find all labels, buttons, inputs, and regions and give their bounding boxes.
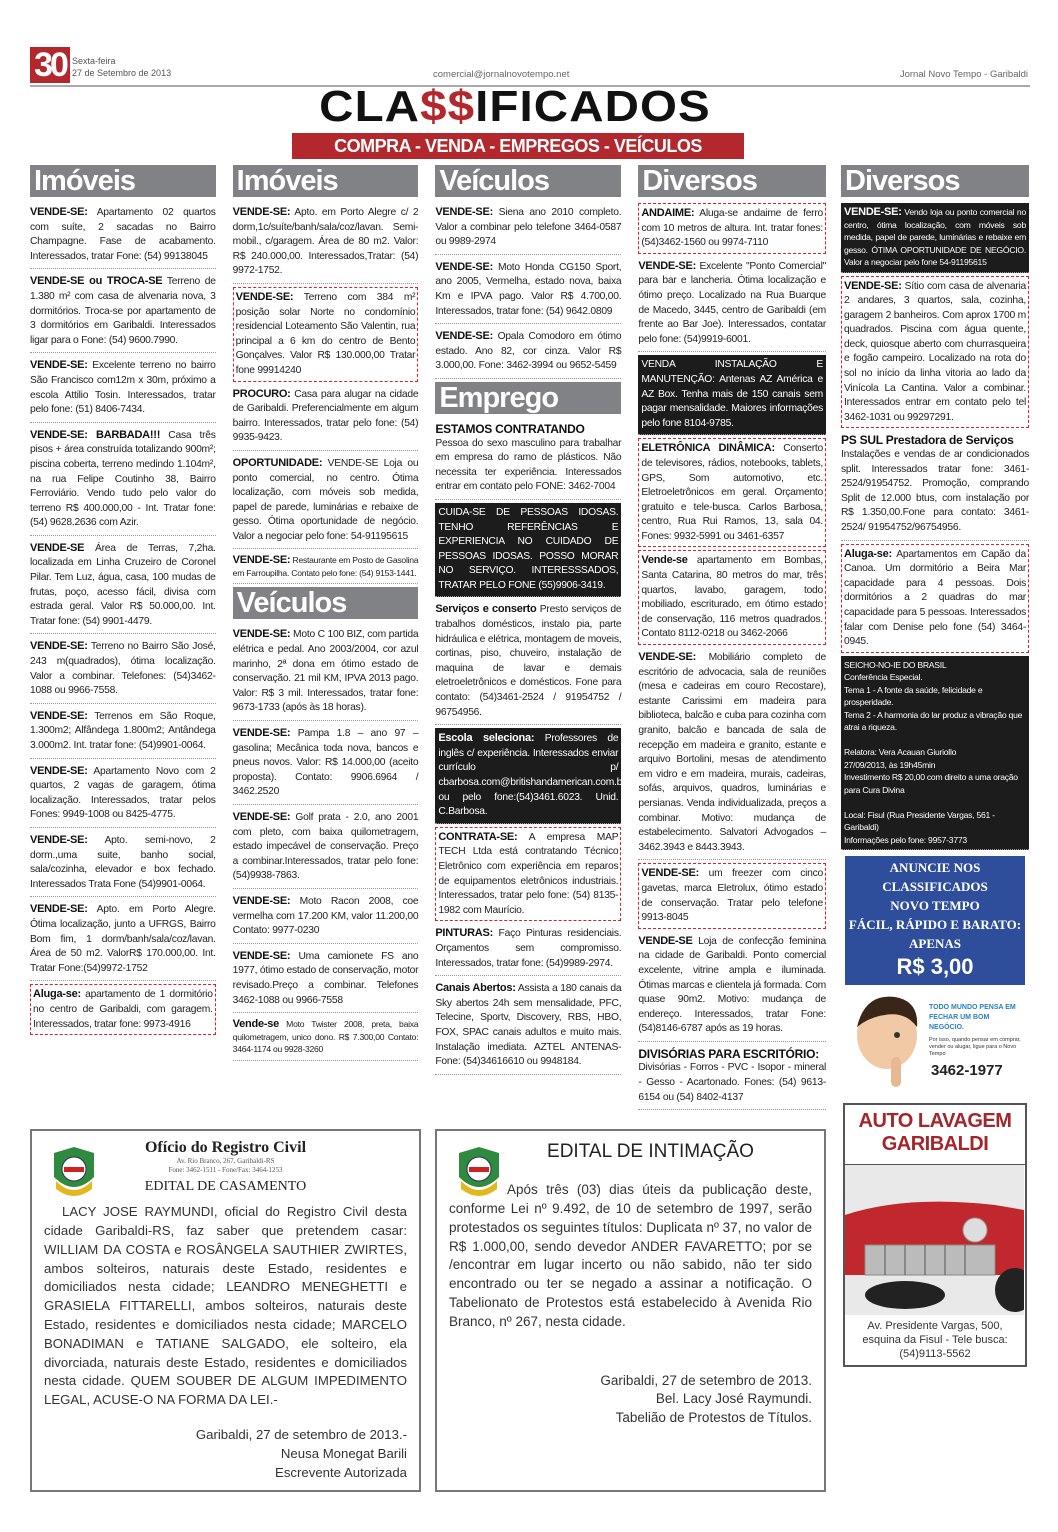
red-car-photo-icon	[845, 1165, 1024, 1315]
ad-text: Pessoa do sexo masculino para trabalhar em empresa do ramo de plásticos. Não necessita ter experiência. Interessados entrar em contato pelo FONE: 3462-7004	[435, 437, 622, 493]
ad-lead: VENDE-SE:	[235, 290, 294, 303]
classified-ad	[233, 947, 419, 1013]
ad-lead: VENDE-SE: BARBADA!!!	[30, 428, 161, 441]
ad-text: Excelente terreno no bairro São Francisco com12m x 30m, próximo a escola Attilio Tosin. Interessados, tratar pelo fone: (51) 8406-7434.	[30, 360, 216, 416]
signature-title: Tabelião de Protestos de Títulos.	[615, 1410, 812, 1426]
classified-ad	[638, 648, 826, 860]
ad-lead: Escola seleciona:	[438, 732, 535, 745]
ad-text: Divisórias - Forros - PVC - Isopor - mineral - Gesso - Acartonado. Fones: (54) 9613-6154 ou (54) 8402-4137	[638, 1062, 827, 1103]
classified-ad	[638, 257, 826, 353]
classified-ad	[435, 327, 621, 379]
child-photo-icon	[845, 987, 925, 1095]
edital-body: Após três (03) dias úteis da publicação deste, conforme Lei nº 9.492, de 10 de setembro de 1997, serão protestados os seguintes títulos: Duplicata nº 37, no valor de R$ 1.000,00, sendo devedor ANDER FAVARETTO; por se /encontrar em lugar incerto ou não sabido, não ter sido encontrado ou ter se negado a assinar a notificação. O Tabelionato de Protestos está estabelecido à Avenida Rio Branco, nº 267, nesta cidade.	[449, 1182, 812, 1329]
ad-text: Terreno com 384 m² posição solar Norte no condomínio residencial Loteamento São Valentin, rua principal a 6 km do centro de Bento Gonçalves. Valor R$ 130.000,00 Tratar fone 99914240	[235, 291, 416, 376]
ad-text: Uma camionete FS ano 1977, ótimo estado de conservação, motor revisado.Preço a combinar. Telefones 3462-1088 ou 9966-7558	[232, 950, 419, 1006]
rs-coat-of-arms-icon	[455, 1143, 503, 1203]
title-part: CLA	[319, 82, 421, 131]
classified-ad	[30, 356, 216, 422]
ad-text: Presto serviços de trabalhos domésticos, instalo pia, parte hidráulica e elétrica, montagem de moveis, cortinas, piso, chuveiro, instalação de maquina de lavar e demais eletroeletrônicos e domésticos. Fone para contato: (54)3461-2524 / 91954752 / 96754956.	[435, 604, 622, 718]
ad-lead: CONTRATA-SE:	[438, 830, 518, 843]
ad-text: Opala Comodoro em ótimo estado. Ano 82, cor cinza. Valor R$ 3.000,00. Fone: 3462-3994 ou 9652-5459	[435, 331, 622, 372]
column-2	[233, 165, 419, 1064]
classified-ad	[435, 979, 621, 1075]
classified-ad	[233, 892, 419, 944]
ad-text: Apto. em Porto Alegre c/ 2 dorm,1c/suíte/banh/sala/coz/lavan. Semi-mobil., c/garagem. Área de 80 m2. Valor: R$ 240.000,00. Interessados,Tratar: (54) 9972-1752.	[232, 207, 419, 277]
ad-text: Aluga-se andaime de ferro com 10 metros de altura. Int. tratar fones: (54)3462-1560 ou 9974-7110	[641, 208, 824, 249]
ad-lead: VENDE-SE:	[232, 554, 291, 567]
ad-lead: PINTURAS:	[435, 927, 493, 940]
promo-line: APENAS	[908, 936, 961, 952]
title-part: IFICADOS	[475, 82, 711, 131]
promo-subtext: Por isso, quando pensar em comprar, vender ou alugar, ligue para o Novo Tempo	[929, 1037, 1021, 1058]
ad-text: Loja de confecção feminina na cidade de Garibaldi. Ponto comercial excelente, vitrine ampla e iluminada. Ótimas marcas e clientela já formada. Com quase 90m2. Motivo: mudança de endereço. Interessados, tratar Fone: (54)8146-6787 após as 19 horas.	[638, 935, 827, 1035]
section-header: Veículos	[233, 587, 419, 619]
ad-lead: VENDE-SE	[638, 934, 693, 947]
office-name: Ofício do Registro Civil	[144, 1139, 307, 1157]
ad-lead: VENDE-SE:	[844, 279, 902, 292]
title-dollars: $$	[420, 82, 476, 131]
ad-text: Restaurante em Posto de Gasolina em Farroupilha. Contato pelo fone: (54) 9153-1441.	[232, 555, 419, 578]
ad-lead: ANDAIME:	[641, 207, 695, 219]
ad-lead: VENDE-SE:	[30, 903, 88, 916]
ad-text: Professores de inglês c/ experiência. Interessados enviar currículo p/ cbarbosa.com@britishandamerican.com.br ou pelo fone:(54)3461.6023. Unid. C.Barbosa.	[438, 733, 626, 818]
classified-ad	[435, 827, 621, 922]
edital-heading: EDITAL DE INTIMAÇÃO	[547, 1141, 754, 1163]
ad-text: Conserto de televisores, rádios, notebooks, tablets, GPS, Som automotivo, etc. Eletroeletrônicos em geral. Orçamento gratuito e tele-busca. Carlos Barbosa, centro, Rua Rui Ramos, 13, sala 04. Fones: 9932-5991 ou 3461-6357	[641, 443, 824, 542]
section-header: Emprego	[435, 382, 621, 414]
ad-lead: Aluga-se:	[844, 547, 892, 560]
section-header: Diversos	[841, 165, 1029, 197]
promo-slogan: TODO MUNDO PENSA EM FECHAR UM BOM NEGÓCIO.	[929, 1004, 1016, 1032]
ad-text: Terreno no Bairro São José, 243 m(quadrados), ótima localização. Valor a combinar. Telefones: (54)3462-1088 ou 9966-7558.	[30, 641, 216, 697]
ad-lead: VENDE-SE:	[30, 709, 88, 722]
section-header: Imóveis	[233, 165, 419, 197]
ad-address: Av. Presidente Vargas, 500, esquina da Fisul - Tele busca: (54)9113-5562	[862, 1320, 1008, 1361]
page-number: 30	[30, 47, 70, 83]
contact-email: comercial@jornalnovotempo.net	[433, 69, 570, 80]
ad-text: Vendo loja ou ponto comercial no centro, ótima localização, com móveis sob medida, papel de parede, luminárias e rebaixe em gesso. ÓTIMA OPORTUNIDADE DE NEGÓCIO. Valor a negociar pelo fone 54-91195615	[844, 207, 1026, 267]
classified-ad	[841, 431, 1029, 540]
title-line: GARIBALDI	[881, 1133, 989, 1156]
classified-ad	[435, 924, 621, 976]
classified-ad	[30, 984, 216, 1035]
classified-ad	[638, 863, 826, 928]
ad-text: Pampa 1.8 – ano 97 – gasolina; Mecânica toda nova, bancos e pneus novos. Valor: R$ 14.000,00 (aceito proposta). Contato: 9906.6964 / 3462.2520	[232, 728, 419, 798]
column-1	[30, 165, 216, 1038]
promo-line: ANUNCIE NOS	[889, 860, 981, 876]
classified-ad	[638, 438, 826, 547]
classified-ad	[841, 544, 1029, 653]
classified-ad	[435, 600, 621, 725]
signature-title: Escrevente Autorizada	[275, 1464, 407, 1480]
classified-ad	[841, 656, 1029, 851]
classified-ad	[30, 831, 216, 897]
section-header: Diversos	[638, 165, 826, 197]
ad-text: Excelente "Ponto Comercial" para bar e lancheria. Ótima localização e ótimo preço. Localizado na Rua Buarque de Macedo, 3445, centro de Garibaldi (em frente ao Bar Joe). Interessados, contatar pelo fone: (54)9919-6001.	[638, 260, 827, 345]
classified-ad	[233, 385, 419, 451]
signature-name: Neusa Monegat Barili	[280, 1445, 407, 1461]
ad-lead: VENDE-SE:	[638, 259, 696, 272]
classified-ad	[233, 552, 419, 584]
columns-row	[30, 165, 826, 1113]
ad-lead: ESTAMOS CONTRATANDO	[435, 421, 585, 436]
column-4	[638, 165, 826, 1113]
classified-ad	[841, 203, 1029, 273]
ad-lead: DIVISÓRIAS PARA ESCRITÓRIO:	[638, 1046, 819, 1061]
ad-text: Siena ano 2010 completo. Valor a combinar pelo telefone 3464-0587 ou 9989-2974	[435, 207, 622, 248]
classified-ad	[30, 637, 216, 703]
edital-casamento	[30, 1129, 421, 1492]
ad-lead: VENDE-SE ou TROCA-SE	[30, 275, 163, 288]
ad-text: Assista a 180 canais da Sky abertos 24h sem mensalidade, PFC, Telecine, Sportv, Discovery, RBS, HBO, FOX, SPAC canais adultos e muito mais. Instalação imediata. AZTEL ANTENAS- Fone: (54)34616610 ou 9948184.	[435, 983, 622, 1068]
classified-ad	[233, 724, 419, 805]
classified-ad	[233, 1016, 419, 1061]
ad-text: Mobiliário completo de escritório de advocacia, sala de reuniões (mesa e cadeiras em couro Recostare), estante Carissimi em madeira para biblioteca, balcão e cuba para cozinha com granito, balcão e bancada de sala de recepção em madeira e granito, estante e arquivo Bortolini, mesas de atendimento em vidro e em madeira, murais, cadeiras, sofás, arquivos, quadros, luminárias e persianas. Venda individualizada, preços a combinar. Motivo: mudança de estabelecimento. Salvatori Advogados – 3462.3943 e 8443.3943.	[638, 652, 827, 853]
left-area	[30, 165, 826, 1492]
right-area	[841, 165, 1029, 1367]
office-phone: Fone: 3462-1511 - Fone/Fax: 3464-1253	[168, 1166, 283, 1175]
rs-coat-of-arms-icon	[50, 1143, 98, 1203]
classified-ad	[30, 762, 216, 828]
signature-name: Bel. Lacy José Raymundi.	[655, 1391, 812, 1407]
ad-lead: VENDE-SE:	[30, 833, 88, 846]
classified-ad	[638, 203, 826, 254]
classified-ad	[435, 203, 621, 255]
classified-ad	[30, 707, 216, 759]
ad-lead: VENDE-SE:	[30, 764, 88, 777]
promo-box	[845, 856, 1025, 985]
ad-lead: Serviços e conserto	[435, 603, 537, 616]
ad-text: Apto. em Porto Alegre. Ótima localização, junto a UFRGS, Bairro Bom fim, 1 dorm/banh/sala/coz/lavan. Área de 50 m2. ValorR$ 170.000,00. Int. Tratar Fone:(54)9972-1752	[30, 904, 216, 974]
ad-lead: VENDE-SE:	[30, 640, 88, 653]
signature-date: Garibaldi, 27 de setembro de 2013.-	[195, 1427, 407, 1443]
edital-heading: EDITAL DE CASAMENTO	[144, 1179, 307, 1195]
weekday: Sexta-feira	[72, 56, 116, 66]
classifieds-body	[30, 165, 1030, 1532]
ad-lead: PROCURO:	[232, 387, 291, 400]
classified-ad	[233, 625, 419, 721]
promo-text	[925, 987, 1025, 1095]
ad-lead: VENDE-SE:	[435, 260, 493, 273]
classified-ad	[435, 258, 621, 324]
classified-ad	[233, 454, 419, 550]
classified-ad	[30, 203, 216, 269]
ad-text: apartamento em Bombas, Santa Catarina, 80 metros do mar, três quartos, lavabo, garagem, todo mobiliado, escriturado, em ótimo estado de conservação, 116 metros quadrados. Contato 8112-0218 ou 3462-2066	[641, 555, 824, 640]
edital-body: LACY JOSE RAYMUNDI, oficial do Registro Civil desta cidade Garibaldi-RS, faz saber que pretendem casar: WILLIAM DA COSTA e ROSÂNGELA SAUTHIER ZWIRTES, ambos solteiros, naturais deste Estado, residentes e domiciliados nesta cidade; LEANDRO MENEGHETTI e GRASIELA FITTARELLI, ambos solteiros, naturais deste Estado, residentes e domiciliados nesta cidade; MARCELO BONADIMAN e TATIANE SALGADO, ele solteiro, ela divorciada, naturais deste Estado, residentes e domiciliados nesta cidade. QUEM SOUBER DE ALGUM IMPEDIMENTO LEGAL, ACUSE-O NA FORMA DA LEI.-	[44, 1204, 407, 1408]
ad-text: um freezer com cinco gavetas, marca Eletrolux, ótimo estado de conservação. Tratar pelo telefone 9913-8045	[641, 868, 824, 924]
promo-line: FÁCIL, RÁPIDO E BARATO:	[848, 917, 1022, 933]
column-5	[841, 165, 1029, 850]
ad-text: Moto Honda CG150 Sport, ano 2005, Vermelha, estado nova, baixa Km e IPVA pago. Valor R$ 4.700,00. Interessados, tratar fone: (54) 9642.0809	[435, 261, 622, 317]
ad-text: apartamento de 1 dormitório no centro de Garibaldi, com garagem. Interessados, tratar fone: 9973-4916	[33, 989, 213, 1030]
classified-ad	[30, 426, 216, 536]
classified-ad	[233, 203, 419, 284]
ad-lead: VENDE-SE:	[435, 330, 493, 343]
ad-lead: VENDE-SE:	[30, 359, 88, 372]
ad-lead: Canais Abertos:	[435, 982, 516, 995]
ad-lead: VENDE-SE:	[641, 867, 699, 880]
ad-text: VENDA INSTALAÇÃO E MANUTENÇÃO: Antenas AZ América e AZ Box. Tenha mais de 150 canais sem pagar mensalidade. Maiores informações pelo fone 8104-9785.	[641, 359, 824, 429]
ad-text: Moto Twister 2008, preta, baixa quilometragem, unico dono. R$ 7.300,00 Contato: 3464-1174 ou 9928-3260	[232, 1019, 419, 1055]
ad-lead: PS SUL Prestadora de Serviços	[841, 433, 1014, 448]
page-title	[261, 82, 769, 132]
newspaper-name: Jornal Novo Tempo - Garibaldi	[899, 69, 1028, 80]
ad-text: CUIDA-SE DE PESSOAS IDOSAS. TENHO REFERÊNCIAS E EXPERIENCIA NO CUIDADO DE PESSOAS IDOSAS. POSSO MORAR NO SERVIÇO. INTERESSSADOS, TRATAR PELO FONE (55)9906-3419.	[438, 506, 619, 591]
category-banner: COMPRA - VENDA - EMPREGOS - VEÍCULOS	[292, 133, 744, 159]
ad-text: Moto C 100 BIZ, com partida elétrica e pedal. Ano 2003/2004, cor azul marinho, 2ª dona em ótimo estado de conservação. 21 mil KM, IPVA 2013 pago. Valor: R$ 3 mil. Interessados, tratar fone: 9673-1733 (após às 18 horas).	[232, 629, 419, 714]
auto-lavagem-ad	[843, 1103, 1027, 1367]
ad-lead: VENDE-SE:	[232, 206, 291, 218]
ad-lead: VENDE-SE:	[435, 206, 493, 218]
title-line: AUTO LAVAGEM	[858, 1110, 1012, 1133]
ad-lead: VENDE-SE	[30, 541, 85, 554]
classified-ad	[638, 1045, 826, 1110]
issue-date	[72, 55, 171, 79]
ad-text: Apto. semi-novo, 2 dorm.,uma suite, banho social, sala/cozinha, elevador e box fechado. Interessados Trata Fone (54)9901-0064.	[30, 834, 216, 890]
classified-ad	[435, 728, 626, 824]
ad-lead: VENDE-SE:	[30, 206, 88, 218]
ad-lead: VENDE-SE:	[844, 206, 902, 218]
ad-text: A empresa MAP TECH Ltda está contratando Técnico Eletrônico com experiência em reparos de equipamentos eletrônicos industriais. Interessados, tratar pelo fone: (54) 8135-1982 com Maurício.	[438, 831, 619, 916]
ad-text: Terrenos em São Roque, 1.300m2; Alfândega 1.800m2; Antândega 3.000m2. Int. tratar fone: (54)9901-0064.	[30, 710, 216, 751]
signature-date: Garibaldi, 27 de setembro de 2013.	[600, 1372, 812, 1388]
office-address: Av. Rio Branco, 267, Garibaldi-RS	[176, 1157, 275, 1166]
ad-lead: Vende-se	[641, 554, 688, 567]
promo-line: NOVO TEMPO	[890, 898, 980, 914]
edital-intimacao	[435, 1129, 826, 1492]
classified-ad	[435, 503, 621, 598]
promo-image	[845, 987, 1025, 1095]
ad-lead: VENDE-SE:	[638, 651, 696, 664]
ad-text: Casa três pisos + área construída totalizando 900m²; piscina coberta, terreno medindo 1.104m², na rua Felipe Coutinho 38, Bairro Ferroviário. Vendo tudo pelo valor do terreno R$ 400.000,00 - Int. Tratar fone: (54) 9628.2636 com Azir.	[30, 429, 216, 529]
section-header: Imóveis	[30, 165, 216, 197]
ad-lead: VENDE-SE:	[232, 727, 291, 740]
section-header: Veículos	[435, 165, 621, 197]
ad-title	[845, 1105, 1025, 1165]
ad-text: Apartamentos em Capão da Canoa. Um dormitório a Beira Mar capacidade para 4 pessoas. Dois dormitórios a 2 quadras do mar capacidade para 5 pessoas. Interessados falar com Denise pelo fone (54) 3464-0945.	[844, 548, 1026, 648]
classified-ad	[30, 272, 216, 353]
classified-ad	[435, 420, 621, 500]
ad-text: Instalações e vendas de ar condicionados split. Interessados tratar fone: 3461-2524/91954752. Promoção, comprando Split de 12.000 btus, com instalação por R$ 1.350,00.Fone para contato: 3461-2524/ 91954752/96754956.	[841, 449, 1029, 533]
ad-lead: ELETRÔNICA DINÂMICA:	[641, 442, 775, 455]
promo-phone: 3462-1977	[931, 1062, 1003, 1080]
ad-text: VENDE-SE Loja ou ponto comercial, no centro. Ótima localização, com móveis sob medida, papel de parede, luminárias e rebaixe de gesso. Ótima oportunidade de negócio. Valor a negociar pelo fone: 54-91195615	[232, 457, 419, 542]
classified-ad	[638, 550, 826, 645]
classified-ad	[30, 539, 216, 635]
classified-ad	[233, 287, 419, 382]
ad-lead: OPORTUNIDADE:	[232, 456, 323, 469]
column-3	[435, 165, 626, 1078]
ad-lead: VENDE-SE:	[232, 894, 291, 907]
ad-lead: VENDE-SE:	[232, 811, 291, 823]
ad-text: Moto Racon 2008, coe vermelha com 17.200 KM, valor 11.200,00 Contato: 9977-0230	[232, 895, 419, 937]
ad-text: Apartamento Novo com 2 quartos, 2 vagas de garagem, ótima localização. Interessados, tratar pelos Fones: 9949-1008 ou 8425-4775.	[30, 765, 216, 821]
ad-lead: Aluga-se:	[33, 988, 81, 1001]
ad-lead: Vende-se	[232, 1018, 279, 1031]
classified-ad	[30, 900, 216, 981]
ad-lead: VENDE-SE:	[232, 628, 291, 641]
classified-ad	[841, 276, 1029, 429]
ad-text: Terreno de 1.380 m² com casa de alvenaria nova, 3 dormitórios. Troca-se por apartamento de 3 dormitórios em Garibaldi. Interessados ligar para o Fone: (54) 9600.7990.	[30, 276, 216, 346]
promo-price: R$ 3,00	[896, 954, 974, 980]
promo-line: CLASSIFICADOS	[882, 879, 988, 895]
legal-notices	[30, 1129, 826, 1492]
ad-text: SEICHO-NO-IE DO BRASIL Conferência Especial. Tema 1 - A fonte da saúde, felicidade e prosperidade. Tema 2 - A harmonia do lar produz a vibração que atrai a riqueza. Relatora: Vera Acauan Giuriollo 27/09/2013, às 19h45min Investimento R$ 20,00 com direito a uma oração para Cura Divina Local: Fisul (Rua Presidente Vargas, 561 - Garibaldi) Informações pelo fone: 9957-3773	[844, 659, 1023, 845]
date: 27 de Setembro de 2013	[72, 68, 172, 78]
classified-ad	[233, 808, 419, 889]
ad-text: Área de Terras, 7,2ha. localizada em Linha Cruzeiro de Coronel Pilar. Tem Luz, água, casa, 100 mudas de frutas, poço, acesso fácil, divisa com estrada geral. Valor R$ 50.000,00. Int. Tratar fone: (54) 9901-4479.	[30, 542, 216, 627]
classified-ad	[638, 932, 826, 1042]
ad-text: Golf prata - 2.0, ano 2001 com pleto, com baixa quilometragem, estado impecável de conservação. Preço a combinar.Interessados, tratar pelo fone: (54)9938-7863.	[232, 812, 419, 882]
classified-ad	[638, 355, 826, 435]
ad-text: Casa para alugar na cidade de Garibaldi. Preferencialmente em algum bairro. Interessados, tratar pelo fone: (54) 9935-9423.	[232, 388, 419, 444]
ad-text: Faço Pinturas residenciais. Orçamentos sem compromisso. Interessados, tratar fone: (54)9989-2974.	[435, 928, 622, 969]
ad-lead: VENDE-SE:	[232, 949, 291, 962]
ad-text: Apartamento 02 quartos com suíte, 2 sacadas no Bairro Champagne. Fase de acabamento. Interessados, tratar Fone: (54) 99138045	[30, 207, 216, 262]
ad-text: Sítio com casa de alvenaria 2 andares, 3 quartos, sala, cozinha, garagem 2 banheiros. Com aprox 1700 m quadrados. Piscina com água quente, deck, quiosque aberto com churrasqueira e fogão campeiro. Localizado na rota do sol no início da linha vitoria ao lado da Vinícola La Cantina. Valor a combinar. Interessados entrar em contato pelo tel 3462-1031 ou 99297291.	[844, 280, 1026, 423]
